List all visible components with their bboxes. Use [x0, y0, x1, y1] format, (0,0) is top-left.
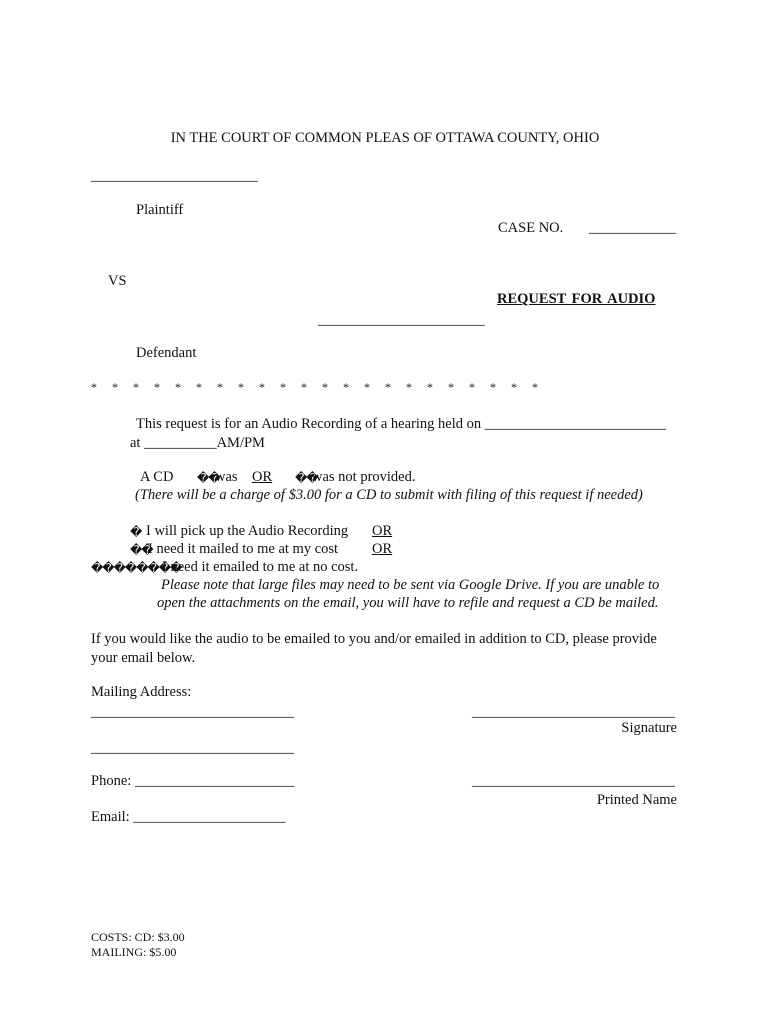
costs-mailing: MAILING: $5.00: [91, 945, 177, 959]
signature-line[interactable]: ____________________________: [472, 704, 675, 720]
email-option-label: I need it emailed to me at no cost.: [162, 559, 359, 575]
mail-checkbox[interactable]: ��: [130, 543, 153, 557]
phone-field[interactable]: Phone: ______________________: [91, 773, 295, 789]
case-no-field[interactable]: ____________: [589, 220, 676, 236]
court-title: IN THE COURT OF COMMON PLEAS OF OTTAWA COUNTY, OHIO: [170, 130, 600, 146]
pickup-checkbox[interactable]: �: [130, 525, 142, 539]
mail-option-label: I need it mailed to me at my cost: [148, 541, 339, 557]
cd-was-not-label: was not provided.: [312, 469, 416, 485]
defendant-label: Defendant: [136, 345, 197, 361]
plaintiff-label: Plaintiff: [136, 202, 184, 218]
mailing-address-line-1[interactable]: ____________________________: [91, 704, 294, 720]
pickup-option-label: I will pick up the Audio Recording: [146, 523, 349, 539]
pickup-or-label: OR: [372, 523, 393, 539]
signature-label: Signature: [621, 720, 677, 736]
cd-charge-note: (There will be a charge of $3.00 for a CD to submit with filing of this request if needed): [135, 487, 643, 503]
printed-name-label: Printed Name: [596, 792, 677, 808]
mailing-address-label: Mailing Address:: [91, 684, 192, 700]
case-no-label: CASE NO.: [498, 220, 564, 236]
email-field[interactable]: Email: _____________________: [91, 809, 286, 825]
asterisk-divider: * * * * * * * * * * * * * * * * * * * * * *: [91, 380, 538, 394]
google-drive-note-line1: Please note that large files may need to be sent via Google Drive. If you are unable to: [161, 577, 660, 593]
mailing-address-line-2[interactable]: ____________________________: [91, 740, 294, 756]
cd-was-label: was: [215, 469, 238, 485]
defendant-name-line[interactable]: _______________________: [318, 312, 485, 328]
email-checkbox[interactable]: ��������: [91, 561, 182, 575]
cd-was-checkbox[interactable]: ��: [197, 471, 220, 485]
request-time-line[interactable]: at __________AM/PM: [130, 435, 265, 451]
cd-label: A CD: [140, 469, 174, 485]
google-drive-note-line2: open the attachments on the email, you will have to refile and request a CD be mailed.: [157, 595, 659, 611]
plaintiff-name-line[interactable]: _______________________: [91, 168, 258, 184]
request-title: REQUEST FOR AUDIO: [497, 291, 656, 307]
printed-name-line[interactable]: ____________________________: [472, 773, 675, 789]
mail-or-label: OR: [372, 541, 393, 557]
email-instructions: If you would like the audio to be emailed to you and/or emailed in addition to CD, please provide your email below.: [91, 631, 657, 666]
request-hearing-line[interactable]: This request is for an Audio Recording of a hearing held on _________________________: [136, 416, 666, 432]
cd-or-label: OR: [252, 469, 273, 485]
costs-cd: COSTS: CD: $3.00: [91, 930, 185, 944]
vs-label: VS: [108, 273, 127, 289]
cd-was-not-checkbox[interactable]: ��: [295, 471, 318, 485]
